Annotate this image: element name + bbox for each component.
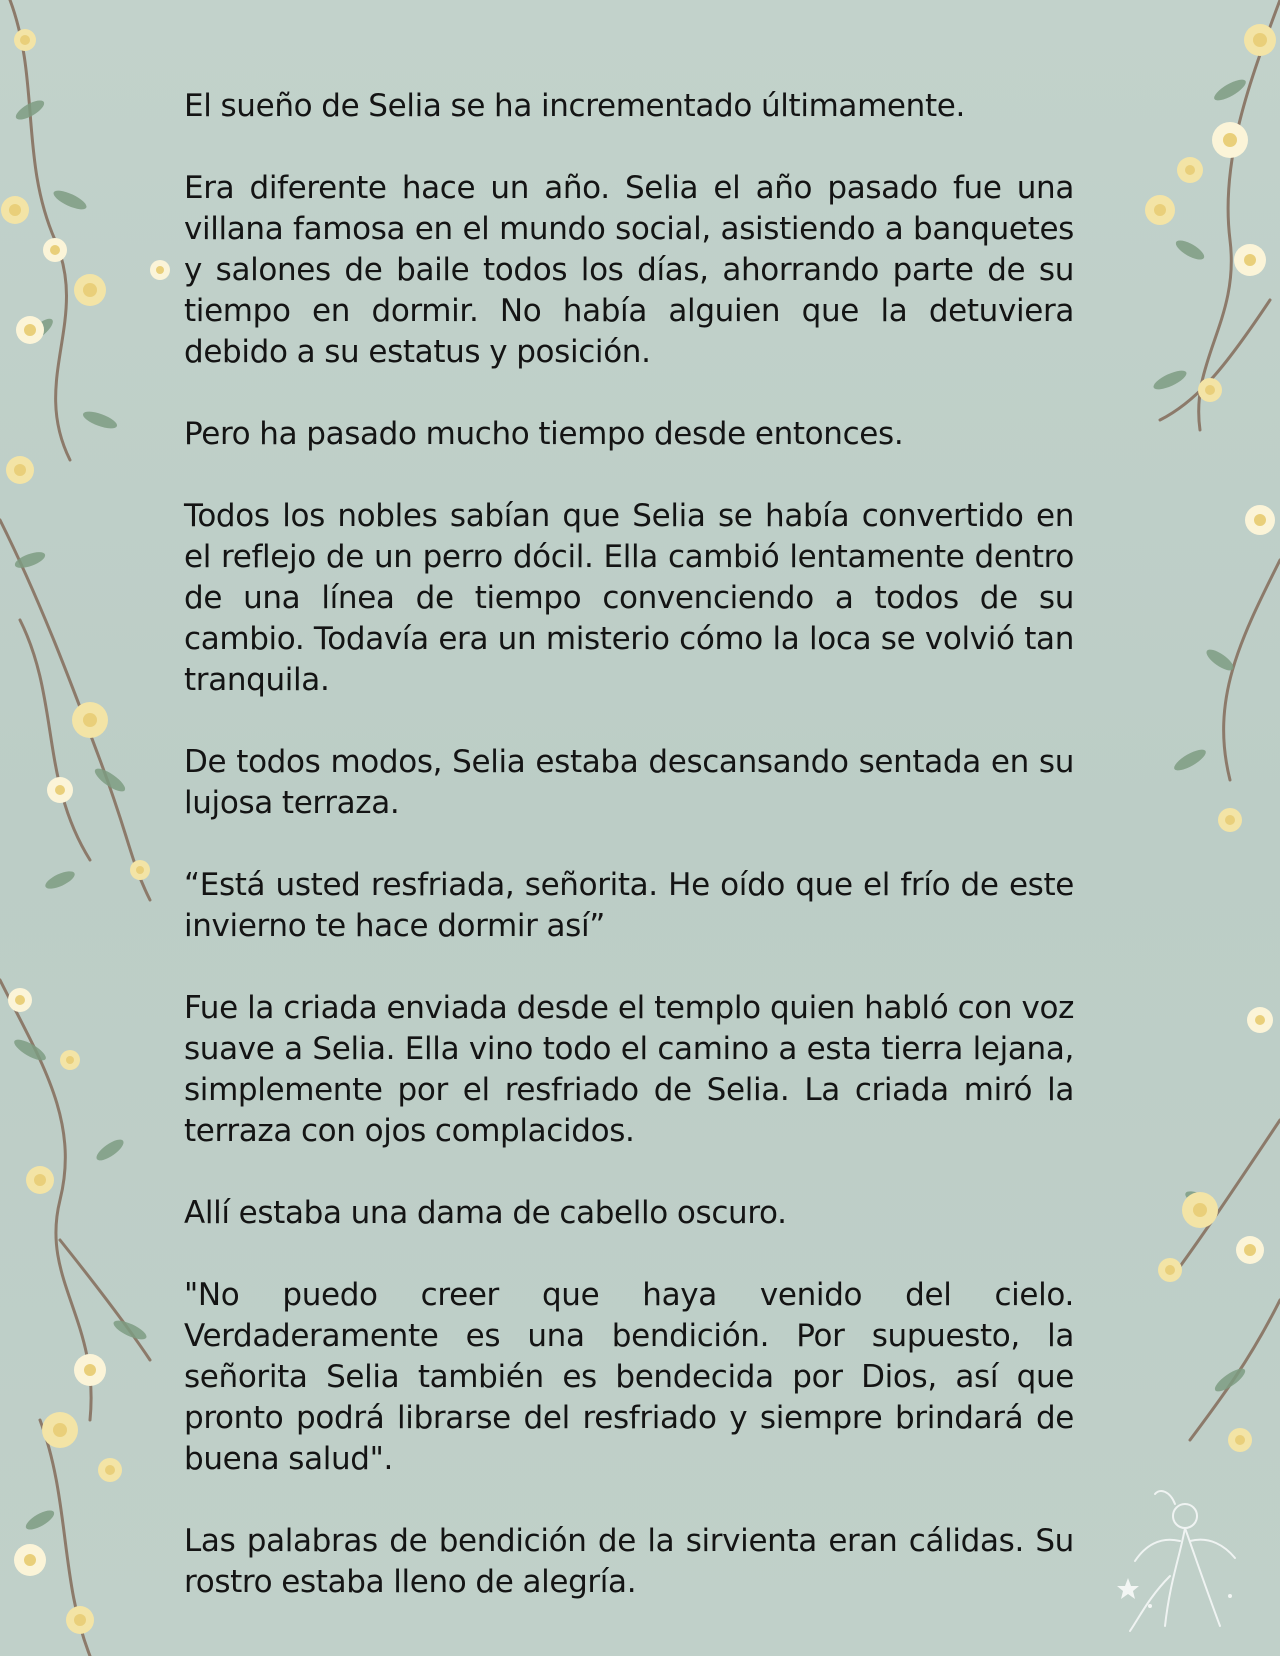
paragraph-1: El sueño de Selia se ha incrementado últimamente.	[184, 88, 965, 124]
paragraph-6: “Está usted resfriada, señorita. He oído que el frío de este invierno te hace dormir así”	[184, 867, 1074, 944]
paragraph-4: Todos los nobles sabían que Selia se había convertido en el reflejo de un perro dócil. Ella cambió lentamente dentro de una línea de tiempo convenciendo a todos de su cambio. Todavía era un misterio cómo la loca se volvió tan tranquila.	[184, 498, 1074, 698]
paragraph-3: Pero ha pasado mucho tiempo desde entonces.	[184, 416, 904, 452]
document-body	[184, 86, 1074, 1644]
paragraph-2: Era diferente hace un año. Selia el año pasado fue una villana famosa en el mundo social, asistiendo a banquetes y salones de baile todos los días, ahorrando parte de su tiempo en dormir. No había alguien que la detuviera debido a su estatus y posición.	[184, 170, 1074, 370]
blossom-branch-icon	[1080, 0, 1280, 1656]
blossom-branch-icon	[0, 0, 190, 1656]
paragraph-7: Fue la criada enviada desde el templo quien habló con voz suave a Selia. Ella vino todo el camino a esta tierra lejana, simplemente por el resfriado de Selia. La criada miró la terraza con ojos complacidos.	[184, 990, 1074, 1149]
paragraph-5: De todos modos, Selia estaba descansando sentada en su lujosa terraza.	[184, 744, 1074, 821]
fairy-watermark-icon	[1110, 1486, 1250, 1636]
paragraph-9: "No puedo creer que haya venido del cielo. Verdaderamente es una bendición. Por supuesto, la señorita Selia también es bendecida por Dios, así que pronto podrá librarse del resfriado y siempre brindará de buena salud".	[184, 1277, 1074, 1477]
paragraph-8: Allí estaba una dama de cabello oscuro.	[184, 1195, 787, 1231]
paragraph-10: Las palabras de bendición de la sirvienta eran cálidas. Su rostro estaba lleno de alegría.	[184, 1523, 1074, 1600]
